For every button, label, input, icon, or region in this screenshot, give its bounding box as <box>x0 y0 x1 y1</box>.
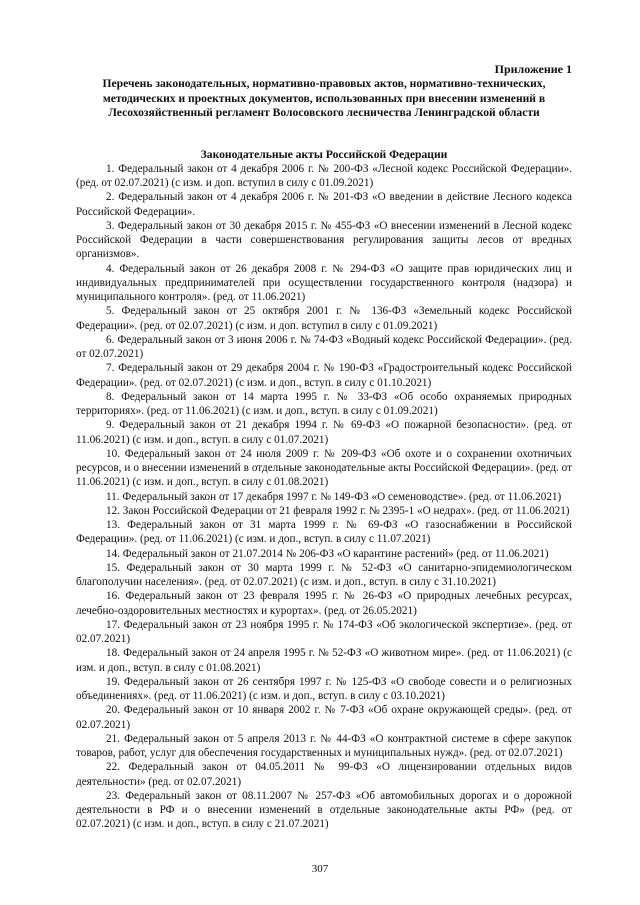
law-item: 3. Федеральный закон от 30 декабря 2015 г. № 455-ФЗ «О внесении изменений в Лесной кодекс Российской Федерации в части совершенствования регулирования защиты лесов от вредных организмов». <box>76 219 572 261</box>
document-title: Перечень законодательных, нормативно-правовых актов, нормативно-технических, методических и проектных документов, использованных при внесении изменений в Лесохозяйственный регламент Волосовского лесничества Ленинградской области <box>102 77 546 120</box>
law-item: 21. Федеральный закон от 5 апреля 2013 г. № 44-ФЗ «О контрактной системе в сфере закупок товаров, работ, услуг для обеспечения государственных и муниципальных нужд». (ред. от 02.07.2021) <box>76 732 572 760</box>
law-item: 12. Закон Российской Федерации от 21 февраля 1992 г. № 2395-1 «О недрах». (ред. от 11.06.2021) <box>106 504 570 517</box>
law-item: 2. Федеральный закон от 4 декабря 2006 г. № 201-ФЗ «О введении в действие Лесного кодекса Российской Федерации». <box>76 191 572 218</box>
law-item: 20. Федеральный закон от 10 января 2002 г. № 7-ФЗ «Об охране окружающей среды». (ред. от 02.07.2021) <box>76 704 572 731</box>
law-item: 6. Федеральный закон от 3 июня 2006 г. № 74-ФЗ «Водный кодекс Российской Федерации». (ред. от 02.07.2021) <box>76 333 572 361</box>
law-item: 16. Федеральный закон от 23 февраля 1995 г. № 26-ФЗ «О природных лечебных ресурсах, лечебно-оздоровительных местностях и курортах». (ред. от 26.05.2021) <box>76 590 572 617</box>
law-item: 17. Федеральный закон от 23 ноября 1995 г. № 174-ФЗ «Об экологической экспертизе». (ред. от 02.07.2021) <box>76 618 572 646</box>
page-number: 307 <box>311 863 329 875</box>
law-item: 18. Федеральный закон от 24 апреля 1995 г. № 52-ФЗ «О животном мире». (ред. от 11.06.2021) (с изм. и доп., вступ. в силу с 01.08.2021) <box>76 647 572 674</box>
appendix-label: Приложение 1 <box>494 62 572 76</box>
law-item: 15. Федеральный закон от 30 марта 1999 г. № 52-ФЗ «О санитарно-эпидемиологическом благополучии населения». (ред. от 02.07.2021) (с изм. и доп., вступ. в силу с 31.10.2021) <box>76 561 572 589</box>
law-item: 5. Федеральный закон от 25 октября 2001 г. № 136-ФЗ «Земельный кодекс Российской Федерации». (ред. от 02.07.2021) (с изм. и доп. вступил в силу с 01.09.2021) <box>76 305 572 332</box>
law-item: 9. Федеральный закон от 21 декабря 1994 г. № 69-ФЗ «О пожарной безопасности». (ред. от 11.06.2021) (с изм. и доп., вступ. в силу с 01.07.2021) <box>76 419 572 446</box>
law-item: 14. Федеральный закон от 21.07.2014 № 206-ФЗ «О карантине растений» (ред. от 11.06.2021) <box>106 547 549 560</box>
law-list <box>76 162 572 832</box>
law-item: 22. Федеральный закон от 04.05.2011 № 99-ФЗ «О лицензировании отдельных видов деятельности» (ред. от 02.07.2021) <box>76 761 572 788</box>
law-item: 23. Федеральный закон от 08.11.2007 № 257-ФЗ «Об автомобильных дорогах и о дорожной деятельности в РФ и о внесении изменений в отдельные законодательные акты РФ» (ред. от 02.07.2021) (с изм. и доп., вступ. в силу с 21.07.2021) <box>76 789 572 831</box>
law-item: 4. Федеральный закон от 26 декабря 2008 г. № 294-ФЗ «О защите прав юридических лиц и индивидуальных предпринимателей при осуществлении государственного контроля (надзора) и муниципального контроля». (ред. от 11.06.2021) <box>76 262 572 304</box>
law-item: 8. Федеральный закон от 14 марта 1995 г. № 33-ФЗ «Об особо охраняемых природных территориях». (ред. от 11.06.2021) (с изм. и доп., вступ. в силу с 01.09.2021) <box>76 390 572 418</box>
law-item: 13. Федеральный закон от 31 марта 1999 г. № 69-ФЗ «О газоснабжении в Российской Федерации». (ред. от 11.06.2021) (с изм. и доп., вступ. в силу с 11.07.2021) <box>76 519 572 546</box>
section-title: Законодательные акты Российской Федерации <box>200 147 448 161</box>
law-item: 11. Федеральный закон от 17 декабря 1997 г. № 149-ФЗ «О семеноводстве». (ред. от 11.06.2021) <box>106 490 562 503</box>
law-item: 1. Федеральный закон от 4 декабря 2006 г. № 200-ФЗ «Лесной кодекс Российской Федерации». (ред. от 02.07.2021) (с изм. и доп. вступил в силу с 01.09.2021) <box>76 162 572 190</box>
law-item: 7. Федеральный закон от 29 декабря 2004 г. № 190-ФЗ «Градостроительный кодекс Российской Федерации». (ред. от 02.07.2021) (с изм. и доп., вступ. в силу с 01.10.2021) <box>76 362 572 389</box>
law-item: 19. Федеральный закон от 26 сентября 1997 г. № 125-ФЗ «О свободе совести и о религиозных объединениях». (ред. от 11.06.2021) (с изм. и доп., вступ. в силу с 03.10.2021) <box>76 675 572 703</box>
law-item: 10. Федеральный закон от 24 июля 2009 г. № 209-ФЗ «Об охоте и о сохранении охотничьих ресурсов, и о внесении изменений в отдельные законодательные акты Российской Федерации». (ред. от 11.06.2021) (с изм. и доп., вступ. в силу с 01.08.2021) <box>76 447 572 489</box>
